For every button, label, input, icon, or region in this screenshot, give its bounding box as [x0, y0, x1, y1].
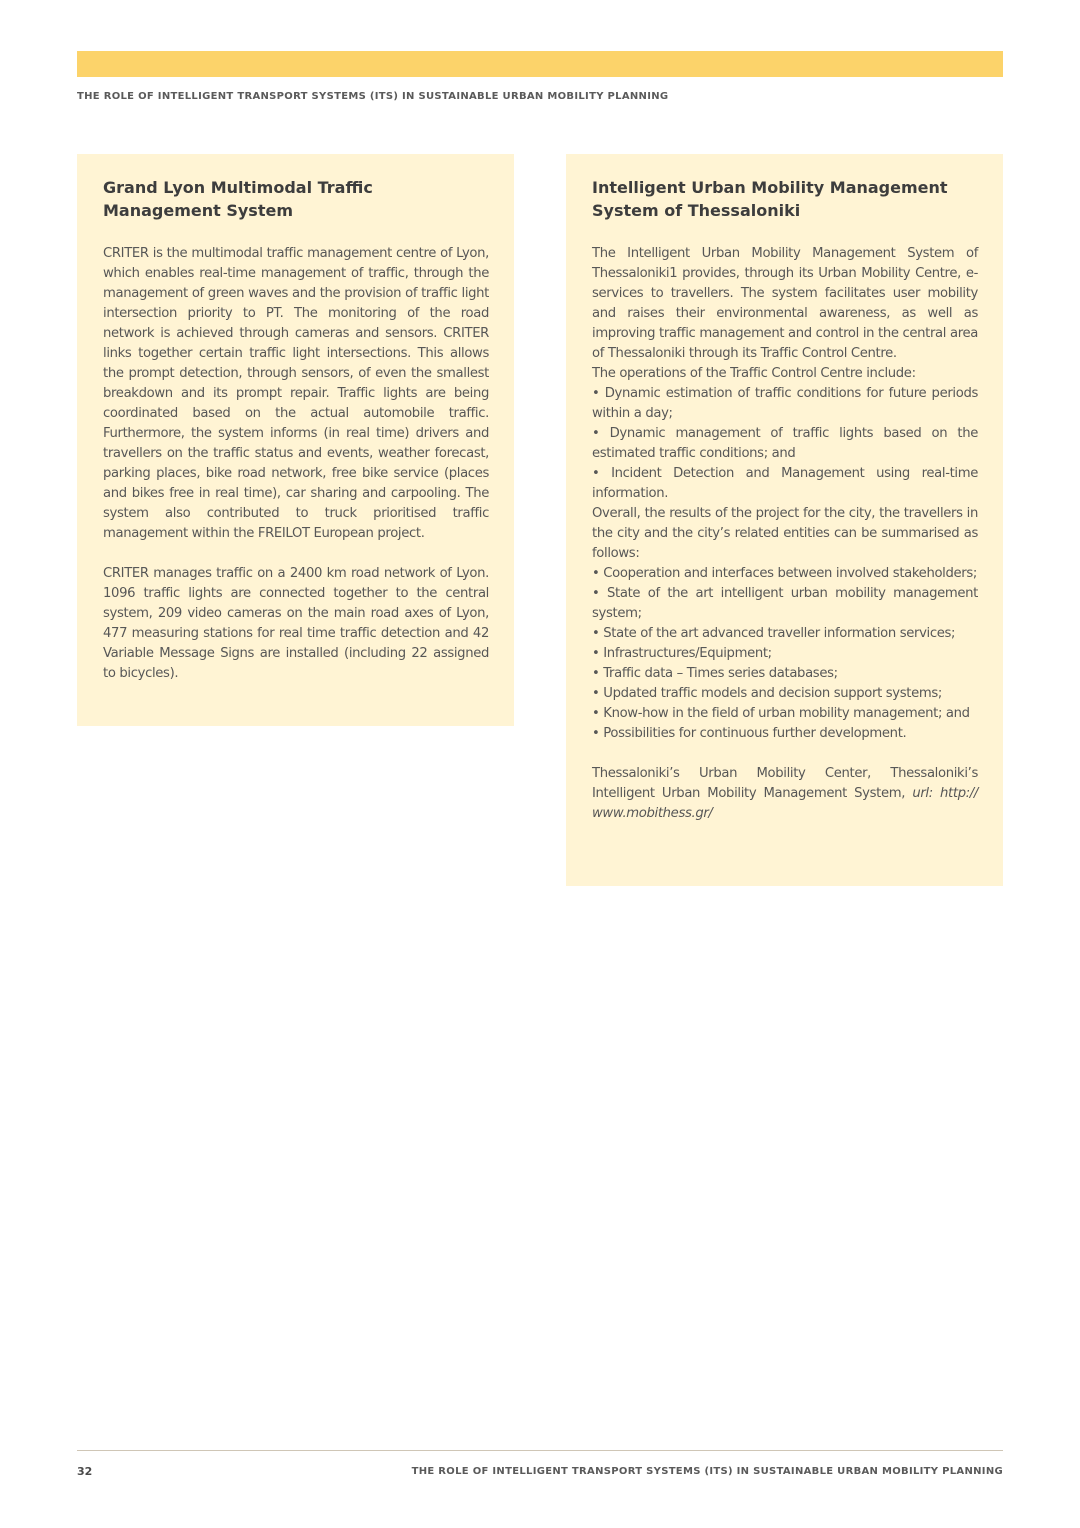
list-lead: The operations of the Traffic Control Centre include:	[592, 366, 916, 381]
box-title: Grand Lyon Multimodal Traffic Management System	[103, 178, 373, 220]
list-item: • Incident Detection and Management using real-time information.	[592, 466, 978, 501]
list-item: • Dynamic management of traffic lights based on the estimated traffic conditions; and	[592, 426, 978, 461]
case-study-box-lyon	[77, 154, 514, 726]
case-study-box-thessaloniki	[566, 154, 1003, 886]
results-list	[592, 564, 978, 744]
list-item: • State of the art intelligent urban mobility management system;	[592, 586, 978, 621]
list-item: • Infrastructures/Equipment;	[592, 646, 772, 661]
footer-divider	[77, 1450, 1003, 1451]
list-item: • Possibilities for continuous further development.	[592, 726, 907, 741]
operations-list	[592, 384, 978, 504]
reference-url[interactable]: url: http:// www.mobithess.gr/	[592, 786, 978, 821]
header-color-bar	[77, 51, 1003, 77]
page-number: 32	[77, 1465, 93, 1478]
body-paragraph: The Intelligent Urban Mobility Management System of Thessaloniki1 provides, through its Urban Mobility Centre, e-services to travellers. The system facilitates user mobility and raises their environmental awareness, as well as improving traffic management and control in the central area of Thessaloniki through its Traffic Control Centre.	[592, 246, 978, 361]
list-item: • State of the art advanced traveller information services;	[592, 626, 956, 641]
list-item: • Cooperation and interfaces between involved stakeholders;	[592, 566, 977, 581]
body-paragraph: CRITER manages traffic on a 2400 km road network of Lyon. 1096 traffic lights are connected together to the central system, 209 video cameras on the main road axes of Lyon, 477 measuring stations for real time traffic detection and 42 Variable Message Signs are installed (including 22 assigned to bicycles).	[103, 566, 489, 681]
running-footer: THE ROLE OF INTELLIGENT TRANSPORT SYSTEMS (ITS) IN SUSTAINABLE URBAN MOBILITY PLANNING	[411, 1466, 1003, 1477]
body-paragraph: CRITER is the multimodal traffic management centre of Lyon, which enables real-time management of traffic, through the management of green waves and the provision of traffic light intersection priority to PT. The monitoring of the road network is achieved through cameras and sensors. CRITER links together certain traffic light intersections. This allows the prompt detection, through sensors, of even the smallest breakdown and its prompt repair. Traffic lights are being coordinated based on the actual automobile traffic. Furthermore, the system informs (in real time) drivers and travellers on the traffic status and events, weather forecast, parking places, bike road network, free bike service (places and bikes free in real time), car sharing and carpooling. The system also contributed to truck prioritised traffic management within the FREILOT European project.	[103, 246, 489, 541]
reference-text: Thessaloniki’s Urban Mobility Center, Thessaloniki’s Intelligent Urban Mobility Management System,	[592, 766, 978, 801]
list-item: • Know-how in the field of urban mobility management; and	[592, 706, 970, 721]
running-header: THE ROLE OF INTELLIGENT TRANSPORT SYSTEMS (ITS) IN SUSTAINABLE URBAN MOBILITY PLANNING	[77, 91, 669, 102]
list-lead: Overall, the results of the project for the city, the travellers in the city and the city’s related entities can be summarised as follows:	[592, 506, 978, 561]
list-item: • Traffic data – Times series databases;	[592, 666, 838, 681]
list-item: • Dynamic estimation of traffic conditions for future periods within a day;	[592, 386, 978, 421]
list-item: • Updated traffic models and decision support systems;	[592, 686, 942, 701]
box-title: Intelligent Urban Mobility Management System of Thessaloniki	[592, 178, 948, 220]
reference	[592, 764, 978, 824]
